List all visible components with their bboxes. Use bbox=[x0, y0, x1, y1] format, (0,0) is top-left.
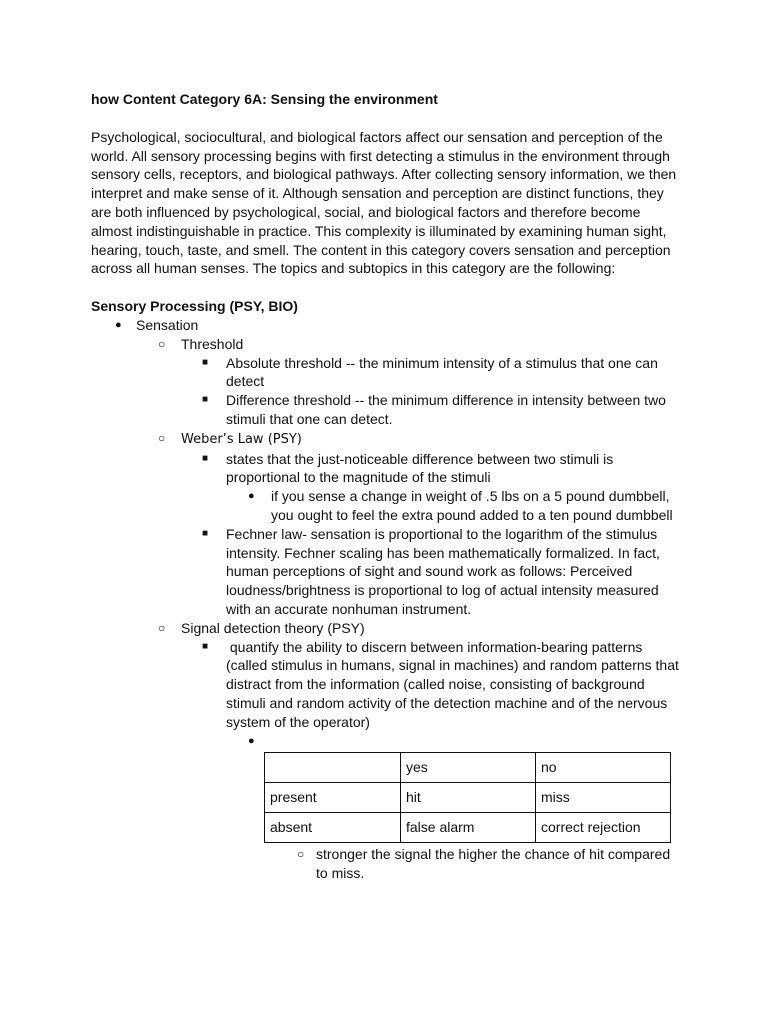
table-row bbox=[265, 753, 671, 783]
filled-circle-bullet-icon: ● bbox=[248, 490, 255, 503]
list-item-text: quantify the ability to discern between information-bearing patterns bbox=[226, 638, 643, 655]
sdt-table-wrapper bbox=[264, 752, 681, 843]
section-title: Sensory Processing (PSY, BIO) bbox=[91, 298, 298, 315]
list-item-sdt-description bbox=[91, 638, 681, 732]
square-bullet-icon: ■ bbox=[202, 356, 209, 368]
table-cell: miss bbox=[536, 783, 671, 813]
list-item-weber-example bbox=[91, 487, 681, 525]
list-item-text: states that the just-noticeable difference between two stimuli is bbox=[226, 450, 614, 467]
list-item-text: loudness/brightness is proportional to log of actual intensity measured bbox=[226, 582, 659, 599]
square-bullet-icon: ■ bbox=[202, 452, 209, 464]
list-item-text: human perceptions of sight and sound work as follows: Perceived bbox=[226, 563, 633, 580]
table-cell bbox=[265, 753, 401, 783]
list-item-signal-detection bbox=[91, 619, 681, 638]
list-item-text: stimuli and random activity of the detection machine and of the nervous bbox=[226, 694, 668, 711]
list-item-text: Difference threshold -- the minimum difference in intensity between two bbox=[226, 392, 666, 409]
document-page bbox=[91, 90, 681, 883]
table-cell: no bbox=[536, 753, 671, 783]
hollow-circle-bullet-icon: ○ bbox=[158, 336, 166, 351]
list-item-text: stimuli that one can detect. bbox=[226, 410, 393, 427]
table-cell: correct rejection bbox=[536, 813, 671, 843]
list-item-text: with an accurate nonhuman instrument. bbox=[226, 600, 472, 617]
list-item-text: distract from the information (called noise, consisting of background bbox=[226, 676, 645, 693]
list-item-text: Absolute threshold -- the minimum intensity of a stimulus that one can bbox=[226, 354, 658, 371]
hollow-circle-bullet-icon: ○ bbox=[297, 847, 305, 862]
list-item-text: to miss. bbox=[316, 865, 365, 882]
table-cell: absent bbox=[265, 813, 401, 843]
table-row bbox=[265, 813, 671, 843]
table-cell: hit bbox=[401, 783, 536, 813]
table-cell: present bbox=[265, 783, 401, 813]
filled-circle-bullet-icon: ● bbox=[115, 318, 122, 331]
list-item-text: Weber’s Law (PSY) bbox=[181, 431, 302, 447]
list-item-text: system of the operator) bbox=[226, 713, 370, 730]
list-item-text: proportional to the magnitude of the stimuli bbox=[226, 469, 491, 486]
list-item-stronger-signal bbox=[91, 845, 681, 883]
intro-paragraph: Psychological, sociocultural, and biological factors affect our sensation and perception of the world. All sensory processing begins with first detecting a stimulus in the environment through sensory cells, receptors, and biological pathways. After collecting sensory information, we then interpret and make sense of it. Although sensation and perception are distinct functions, they are both influenced by psychological, social, and biological factors and therefore become almost indistinguishable in practice. This complexity is illuminated by examining human sight, hearing, touch, taste, and smell. The content in this category covers sensation and perception across all human senses. The topics and subtopics in this category are the following: bbox=[91, 128, 677, 277]
list-item-empty-bullet bbox=[91, 732, 681, 751]
list-item-text: Fechner law- sensation is proportional to the logarithm of the stimulus bbox=[226, 525, 658, 542]
list-item-text: intensity. Fechner scaling has been mathematically formalized. In fact, bbox=[226, 544, 660, 561]
table-cell: yes bbox=[401, 753, 536, 783]
list-item-weber-states bbox=[91, 450, 681, 488]
list-item-fechner-law bbox=[91, 525, 681, 619]
list-item-absolute-threshold bbox=[91, 354, 681, 392]
list-item-text: you ought to feel the extra pound added to a ten pound dumbbell bbox=[271, 506, 673, 523]
list-item-webers-law bbox=[91, 429, 681, 450]
hollow-circle-bullet-icon: ○ bbox=[158, 620, 166, 635]
table-row bbox=[265, 783, 671, 813]
list-item-text: detect bbox=[226, 373, 265, 390]
square-bullet-icon: ■ bbox=[202, 394, 209, 406]
filled-circle-bullet-icon: ● bbox=[248, 734, 255, 747]
list-item-text: Sensation bbox=[136, 316, 199, 333]
table-cell: false alarm bbox=[401, 813, 536, 843]
hollow-circle-bullet-icon: ○ bbox=[158, 430, 166, 445]
list-item-text: Signal detection theory (PSY) bbox=[181, 619, 365, 636]
document-heading: how Content Category 6A: Sensing the environment bbox=[91, 91, 438, 107]
list-item-sensation bbox=[91, 316, 681, 335]
signal-detection-table bbox=[264, 752, 671, 843]
square-bullet-icon: ■ bbox=[202, 527, 209, 539]
list-item-threshold bbox=[91, 335, 681, 354]
list-item-text: if you sense a change in weight of .5 lbs on a 5 pound dumbbell, bbox=[271, 488, 670, 505]
square-bullet-icon: ■ bbox=[202, 640, 209, 652]
list-item-text: (called stimulus in humans, signal in machines) and random patterns that bbox=[226, 657, 679, 674]
list-item-text: stronger the signal the higher the chance of hit compared bbox=[316, 846, 671, 863]
list-item-difference-threshold bbox=[91, 391, 681, 429]
list-item-text: Threshold bbox=[181, 335, 244, 352]
